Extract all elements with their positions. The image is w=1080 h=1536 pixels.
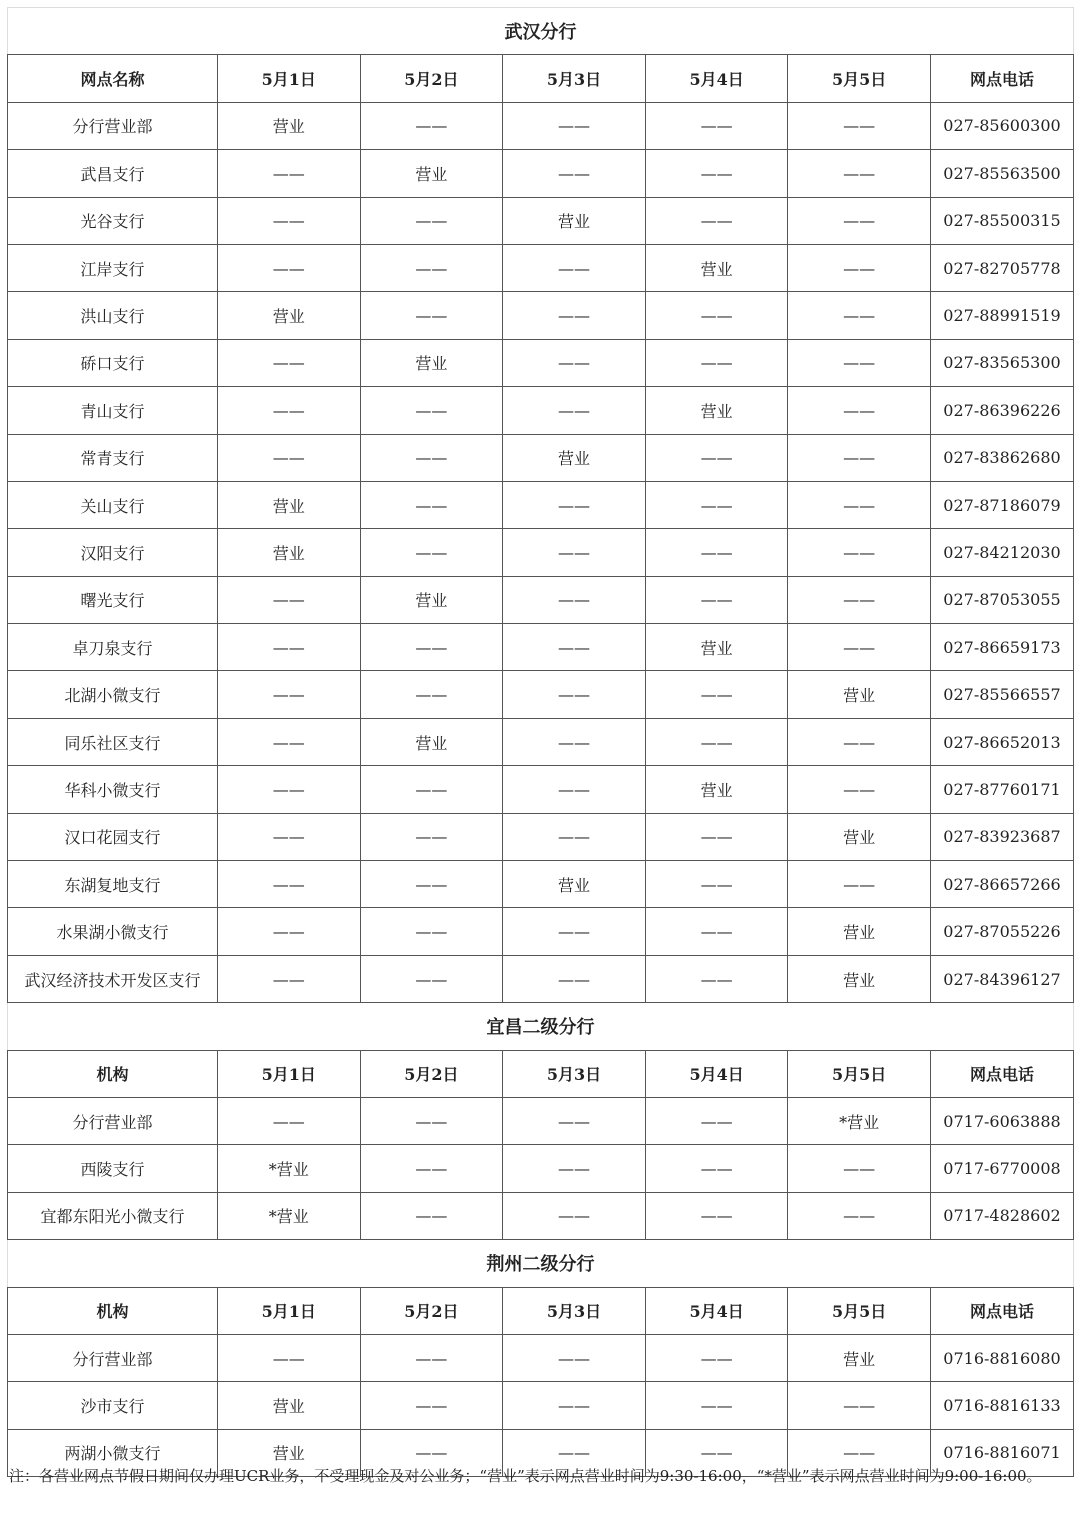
status-cell: —— [645, 102, 788, 149]
status-cell: —— [645, 1097, 788, 1144]
status-cell: —— [218, 576, 361, 623]
column-header: 5月1日 [218, 1287, 361, 1334]
section-title-row [8, 1240, 1074, 1287]
status-cell: 营业 [645, 244, 788, 291]
phone-cell: 0717-4828602 [930, 1192, 1073, 1239]
status-cell: —— [645, 955, 788, 1002]
status-cell: —— [503, 292, 646, 339]
branch-name-cell: 洪山支行 [8, 292, 218, 339]
section-title: 宜昌二级分行 [8, 1003, 1074, 1050]
column-header: 5月4日 [645, 1287, 788, 1334]
status-cell: 营业 [218, 481, 361, 528]
phone-cell: 027-82705778 [930, 244, 1073, 291]
branch-name-cell: 硚口支行 [8, 339, 218, 386]
status-cell: —— [360, 671, 503, 718]
branch-name-cell: 曙光支行 [8, 576, 218, 623]
status-cell: —— [645, 1192, 788, 1239]
column-header: 网点电话 [930, 55, 1073, 102]
phone-cell: 027-88991519 [930, 292, 1073, 339]
status-cell: —— [218, 671, 361, 718]
phone-cell: 0716-8816133 [930, 1382, 1073, 1429]
column-header: 5月5日 [788, 1050, 931, 1097]
table-row [8, 861, 1074, 908]
status-cell: —— [788, 102, 931, 149]
table-row [8, 576, 1074, 623]
header-row [8, 55, 1074, 102]
branch-name-cell: 青山支行 [8, 387, 218, 434]
status-cell: —— [788, 1192, 931, 1239]
status-cell: —— [503, 671, 646, 718]
section-title: 武汉分行 [8, 8, 1074, 55]
phone-cell: 027-83923687 [930, 813, 1073, 860]
status-cell: —— [503, 150, 646, 197]
branch-name-cell: 西陵支行 [8, 1145, 218, 1192]
phone-cell: 027-86657266 [930, 861, 1073, 908]
status-cell: —— [503, 766, 646, 813]
table-row [8, 244, 1074, 291]
status-cell: —— [218, 434, 361, 481]
status-cell: —— [360, 1382, 503, 1429]
status-cell: —— [360, 387, 503, 434]
table-row [8, 1382, 1074, 1429]
status-cell: —— [218, 1334, 361, 1381]
phone-cell: 027-84396127 [930, 955, 1073, 1002]
branch-name-cell: 东湖复地支行 [8, 861, 218, 908]
branch-name-cell: 汉阳支行 [8, 529, 218, 576]
status-cell: —— [503, 624, 646, 671]
status-cell: 营业 [218, 1382, 361, 1429]
status-cell: —— [360, 1429, 503, 1476]
branch-name-cell: 同乐社区支行 [8, 718, 218, 765]
status-cell: —— [360, 102, 503, 149]
column-header: 网点名称 [8, 55, 218, 102]
status-cell: —— [360, 434, 503, 481]
holiday-schedule-table [7, 7, 1074, 1477]
status-cell: *营业 [218, 1145, 361, 1192]
status-cell: —— [503, 908, 646, 955]
status-cell: —— [788, 197, 931, 244]
status-cell: *营业 [218, 1192, 361, 1239]
phone-cell: 0717-6770008 [930, 1145, 1073, 1192]
phone-cell: 027-87053055 [930, 576, 1073, 623]
status-cell: —— [360, 529, 503, 576]
status-cell: —— [645, 576, 788, 623]
status-cell: —— [218, 813, 361, 860]
status-cell: —— [360, 861, 503, 908]
status-cell: —— [503, 529, 646, 576]
column-header: 5月2日 [360, 1050, 503, 1097]
table-row [8, 671, 1074, 718]
header-row [8, 1050, 1074, 1097]
phone-cell: 0717-6063888 [930, 1097, 1073, 1144]
branch-name-cell: 沙市支行 [8, 1382, 218, 1429]
status-cell: —— [218, 1097, 361, 1144]
status-cell: —— [788, 718, 931, 765]
status-cell: 营业 [788, 813, 931, 860]
status-cell: —— [645, 718, 788, 765]
phone-cell: 027-86659173 [930, 624, 1073, 671]
column-header: 5月1日 [218, 1050, 361, 1097]
status-cell: —— [218, 197, 361, 244]
status-cell: —— [503, 481, 646, 528]
column-header: 5月2日 [360, 1287, 503, 1334]
status-cell: —— [218, 624, 361, 671]
status-cell: —— [645, 861, 788, 908]
status-cell: 营业 [788, 1334, 931, 1381]
phone-cell: 0716-8816071 [930, 1429, 1073, 1476]
status-cell: 营业 [788, 908, 931, 955]
branch-name-cell: 华科小微支行 [8, 766, 218, 813]
status-cell: —— [360, 813, 503, 860]
table-row [8, 718, 1074, 765]
status-cell: 营业 [645, 387, 788, 434]
table-row [8, 1334, 1074, 1381]
status-cell: —— [360, 244, 503, 291]
status-cell: —— [218, 244, 361, 291]
column-header: 5月4日 [645, 1050, 788, 1097]
status-cell: —— [645, 671, 788, 718]
table-row [8, 150, 1074, 197]
column-header: 5月2日 [360, 55, 503, 102]
phone-cell: 0716-8816080 [930, 1334, 1073, 1381]
header-row [8, 1287, 1074, 1334]
status-cell: —— [360, 1145, 503, 1192]
status-cell: —— [503, 1382, 646, 1429]
column-header: 网点电话 [930, 1050, 1073, 1097]
status-cell: —— [788, 861, 931, 908]
branch-name-cell: 光谷支行 [8, 197, 218, 244]
phone-cell: 027-85566557 [930, 671, 1073, 718]
status-cell: 营业 [645, 766, 788, 813]
status-cell: —— [218, 955, 361, 1002]
status-cell: —— [360, 955, 503, 1002]
status-cell: 营业 [645, 624, 788, 671]
status-cell: 营业 [218, 292, 361, 339]
section-title-row [8, 1003, 1074, 1050]
status-cell: —— [788, 244, 931, 291]
status-cell: —— [360, 908, 503, 955]
status-cell: —— [360, 292, 503, 339]
status-cell: 营业 [360, 718, 503, 765]
status-cell: —— [788, 1382, 931, 1429]
status-cell: —— [788, 434, 931, 481]
status-cell: —— [503, 718, 646, 765]
table-row [8, 434, 1074, 481]
column-header: 5月5日 [788, 1287, 931, 1334]
status-cell: —— [645, 481, 788, 528]
status-cell: —— [645, 529, 788, 576]
branch-name-cell: 水果湖小微支行 [8, 908, 218, 955]
status-cell: —— [218, 766, 361, 813]
branch-name-cell: 卓刀泉支行 [8, 624, 218, 671]
column-header: 网点电话 [930, 1287, 1073, 1334]
column-header: 5月4日 [645, 55, 788, 102]
table-row [8, 908, 1074, 955]
status-cell: —— [503, 1192, 646, 1239]
table-row [8, 102, 1074, 149]
branch-name-cell: 两湖小微支行 [8, 1429, 218, 1476]
branch-name-cell: 分行营业部 [8, 1334, 218, 1381]
status-cell: —— [360, 1334, 503, 1381]
status-cell: 营业 [218, 1429, 361, 1476]
column-header: 5月3日 [503, 55, 646, 102]
status-cell: —— [503, 576, 646, 623]
table-row [8, 766, 1074, 813]
column-header: 5月5日 [788, 55, 931, 102]
phone-cell: 027-86396226 [930, 387, 1073, 434]
branch-name-cell: 江岸支行 [8, 244, 218, 291]
table-row [8, 339, 1074, 386]
status-cell: —— [788, 766, 931, 813]
phone-cell: 027-87186079 [930, 481, 1073, 528]
status-cell: —— [645, 1145, 788, 1192]
table-body [8, 8, 1074, 1477]
status-cell: —— [788, 1429, 931, 1476]
phone-cell: 027-87055226 [930, 908, 1073, 955]
phone-cell: 027-85563500 [930, 150, 1073, 197]
branch-name-cell: 汉口花园支行 [8, 813, 218, 860]
table-row [8, 955, 1074, 1002]
branch-name-cell: 宜都东阳光小微支行 [8, 1192, 218, 1239]
phone-cell: 027-84212030 [930, 529, 1073, 576]
status-cell: —— [360, 197, 503, 244]
status-cell: —— [360, 766, 503, 813]
table-row [8, 1192, 1074, 1239]
status-cell: 营业 [360, 339, 503, 386]
status-cell: 营业 [218, 102, 361, 149]
status-cell: —— [645, 150, 788, 197]
status-cell: —— [645, 339, 788, 386]
status-cell: 营业 [360, 576, 503, 623]
status-cell: —— [788, 292, 931, 339]
status-cell: —— [645, 908, 788, 955]
phone-cell: 027-83862680 [930, 434, 1073, 481]
status-cell: —— [218, 387, 361, 434]
status-cell: —— [360, 481, 503, 528]
table-row [8, 1145, 1074, 1192]
phone-cell: 027-85500315 [930, 197, 1073, 244]
status-cell: 营业 [503, 861, 646, 908]
status-cell: —— [503, 955, 646, 1002]
status-cell: —— [788, 576, 931, 623]
status-cell: 营业 [788, 671, 931, 718]
status-cell: 营业 [503, 197, 646, 244]
section-title: 荆州二级分行 [8, 1240, 1074, 1287]
status-cell: —— [788, 529, 931, 576]
table-row [8, 481, 1074, 528]
status-cell: —— [503, 102, 646, 149]
branch-name-cell: 分行营业部 [8, 1097, 218, 1144]
status-cell: —— [645, 1429, 788, 1476]
branch-name-cell: 常青支行 [8, 434, 218, 481]
status-cell: —— [503, 339, 646, 386]
status-cell: —— [788, 387, 931, 434]
section-title-row [8, 8, 1074, 55]
status-cell: —— [645, 1382, 788, 1429]
status-cell: 营业 [218, 529, 361, 576]
status-cell: —— [788, 1145, 931, 1192]
status-cell: —— [503, 813, 646, 860]
status-cell: —— [218, 339, 361, 386]
status-cell: —— [788, 624, 931, 671]
branch-name-cell: 武昌支行 [8, 150, 218, 197]
table-row [8, 197, 1074, 244]
branch-name-cell: 武汉经济技术开发区支行 [8, 955, 218, 1002]
column-header: 5月3日 [503, 1050, 646, 1097]
status-cell: —— [503, 1429, 646, 1476]
phone-cell: 027-83565300 [930, 339, 1073, 386]
column-header: 5月1日 [218, 55, 361, 102]
table-row [8, 624, 1074, 671]
phone-cell: 027-87760171 [930, 766, 1073, 813]
status-cell: —— [218, 861, 361, 908]
status-cell: —— [645, 813, 788, 860]
table-row [8, 529, 1074, 576]
branch-name-cell: 分行营业部 [8, 102, 218, 149]
status-cell: —— [645, 1334, 788, 1381]
column-header: 5月3日 [503, 1287, 646, 1334]
status-cell: —— [360, 624, 503, 671]
table-row [8, 387, 1074, 434]
status-cell: —— [645, 292, 788, 339]
status-cell: —— [645, 197, 788, 244]
table-row [8, 813, 1074, 860]
phone-cell: 027-86652013 [930, 718, 1073, 765]
status-cell: —— [218, 908, 361, 955]
status-cell: —— [218, 718, 361, 765]
column-header: 机构 [8, 1287, 218, 1334]
branch-name-cell: 北湖小微支行 [8, 671, 218, 718]
status-cell: —— [360, 1192, 503, 1239]
footnote: 注：各营业网点节假日期间仅办理UCR业务，不受理现金及对公业务；“营业”表示网点营业时间为9:30-16:00，“*营业”表示网点营业时间为9:00-16:00。 [9, 1467, 1042, 1485]
status-cell: *营业 [788, 1097, 931, 1144]
table-row [8, 1097, 1074, 1144]
status-cell: —— [503, 1334, 646, 1381]
status-cell: 营业 [360, 150, 503, 197]
branch-name-cell: 关山支行 [8, 481, 218, 528]
status-cell: —— [218, 150, 361, 197]
status-cell: —— [503, 1145, 646, 1192]
status-cell: —— [788, 150, 931, 197]
status-cell: —— [788, 481, 931, 528]
status-cell: —— [503, 387, 646, 434]
status-cell: 营业 [788, 955, 931, 1002]
status-cell: —— [788, 339, 931, 386]
phone-cell: 027-85600300 [930, 102, 1073, 149]
column-header: 机构 [8, 1050, 218, 1097]
status-cell: —— [503, 244, 646, 291]
status-cell: —— [503, 1097, 646, 1144]
status-cell: 营业 [503, 434, 646, 481]
table-row [8, 292, 1074, 339]
status-cell: —— [360, 1097, 503, 1144]
status-cell: —— [645, 434, 788, 481]
